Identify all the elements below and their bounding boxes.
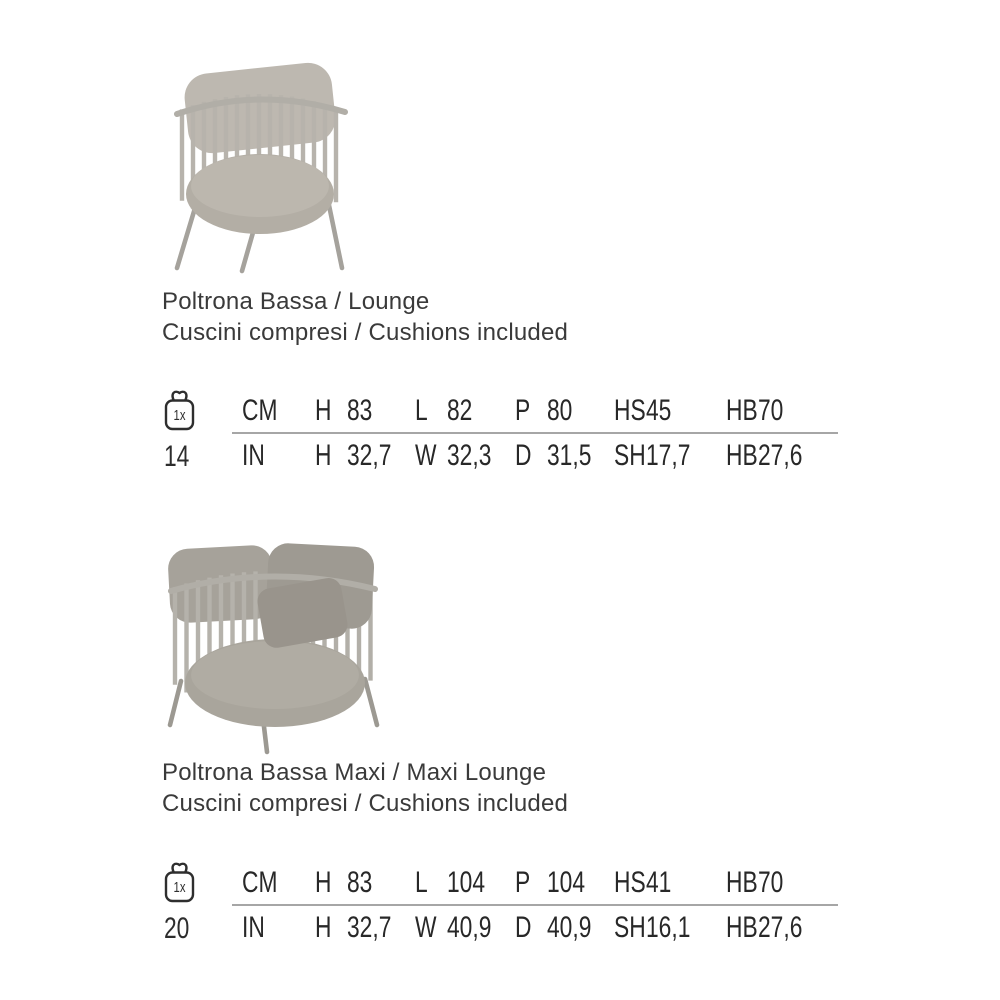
spec-grid: [232, 861, 838, 950]
dim-d: [515, 911, 615, 945]
dim-w: [415, 911, 515, 945]
dim-value: 104: [546, 865, 585, 899]
weight-icon-label: 1x: [173, 406, 186, 424]
dim-label: L: [414, 865, 428, 899]
dim-value: 31,5: [546, 439, 591, 472]
dim-l: [415, 394, 515, 428]
weight-icon-label: 1x: [173, 878, 186, 896]
dim-value: 32,3: [446, 439, 492, 472]
dim-hs: [614, 866, 726, 900]
dim-value: 83: [346, 865, 373, 899]
dim-value: 104: [446, 865, 485, 899]
dim-value: 27,6: [758, 911, 803, 944]
dim-hs: [614, 394, 726, 428]
dim-label: D: [514, 911, 532, 944]
dim-sh: [614, 439, 726, 473]
dim-p: [515, 866, 615, 900]
spec-weight-block: [163, 389, 232, 472]
dim-label: H: [314, 865, 332, 899]
dim-value: 16,1: [646, 911, 691, 944]
dim-label: W: [414, 439, 437, 472]
seat-cushion-top: [191, 155, 329, 217]
spec-row-in: [232, 906, 838, 950]
dim-label: P: [514, 393, 530, 427]
weight-value: 14: [164, 440, 190, 473]
dim-w: [415, 439, 515, 473]
dim-hb: [726, 911, 838, 945]
dim-label: HB: [726, 439, 758, 472]
product-title: Poltrona Bassa Maxi / Maxi Lounge: [162, 759, 547, 786]
dim-value: 82: [446, 393, 473, 427]
dim-label: SH: [614, 911, 647, 944]
dim-value: 17,7: [646, 439, 691, 472]
dim-label: P: [514, 865, 530, 899]
spec-grid: [232, 389, 838, 478]
unit-label: CM: [242, 865, 278, 899]
product-title-block: [162, 757, 782, 819]
weight-value: 20: [164, 912, 190, 945]
unit-label: IN: [242, 439, 265, 472]
dim-value: 32,7: [346, 439, 392, 472]
spec-table: [163, 389, 838, 478]
dim-h: [315, 439, 415, 473]
product-title-block: [162, 286, 782, 348]
dim-label: HB: [726, 393, 758, 427]
dim-hb: [726, 394, 838, 428]
dim-value: 41: [646, 865, 672, 899]
product-subtitle: Cuscini compresi / Cushions included: [162, 790, 569, 817]
dim-value: 83: [346, 393, 373, 427]
dim-hb: [726, 866, 838, 900]
unit-label: CM: [242, 393, 278, 427]
dim-label: D: [514, 439, 532, 472]
unit-label: IN: [242, 911, 265, 944]
dim-value: 27,6: [758, 439, 803, 472]
spec-table: [163, 861, 838, 950]
product-title: Poltrona Bassa / Lounge: [162, 288, 430, 315]
dim-label: HS: [614, 393, 647, 427]
dim-h: [315, 394, 415, 428]
dim-value: 80: [546, 393, 572, 427]
spec-weight-block: [163, 861, 232, 944]
dim-label: H: [314, 911, 332, 944]
spec-row-cm: [232, 861, 838, 904]
dim-sh: [614, 911, 726, 945]
dim-value: 70: [758, 865, 784, 899]
dim-value: 70: [758, 393, 784, 427]
lounge-armchair-image: [170, 58, 350, 280]
dim-p: [515, 394, 615, 428]
dim-value: 45: [646, 393, 672, 427]
dim-label: L: [414, 393, 428, 427]
dim-label: H: [314, 439, 332, 472]
dim-h: [315, 866, 415, 900]
maxi-lounge-armchair-image: [165, 533, 380, 757]
dim-label: SH: [614, 439, 647, 472]
spec-row-in: [232, 434, 838, 478]
product-subtitle: Cuscini compresi / Cushions included: [162, 319, 569, 346]
dim-hb: [726, 439, 838, 473]
weight-icon: [163, 389, 196, 431]
dim-l: [415, 866, 515, 900]
dim-label: H: [314, 393, 332, 427]
dim-label: HB: [726, 911, 758, 944]
dim-h: [315, 911, 415, 945]
seat-cushion-top: [191, 641, 359, 709]
dim-d: [515, 439, 615, 473]
dim-value: 32,7: [346, 911, 392, 944]
dim-label: HB: [726, 865, 758, 899]
spec-row-cm: [232, 389, 838, 432]
weight-icon: [163, 861, 196, 903]
dim-value: 40,9: [546, 911, 591, 944]
dim-value: 40,9: [446, 911, 492, 944]
dim-label: HS: [614, 865, 647, 899]
dim-label: W: [414, 911, 437, 944]
